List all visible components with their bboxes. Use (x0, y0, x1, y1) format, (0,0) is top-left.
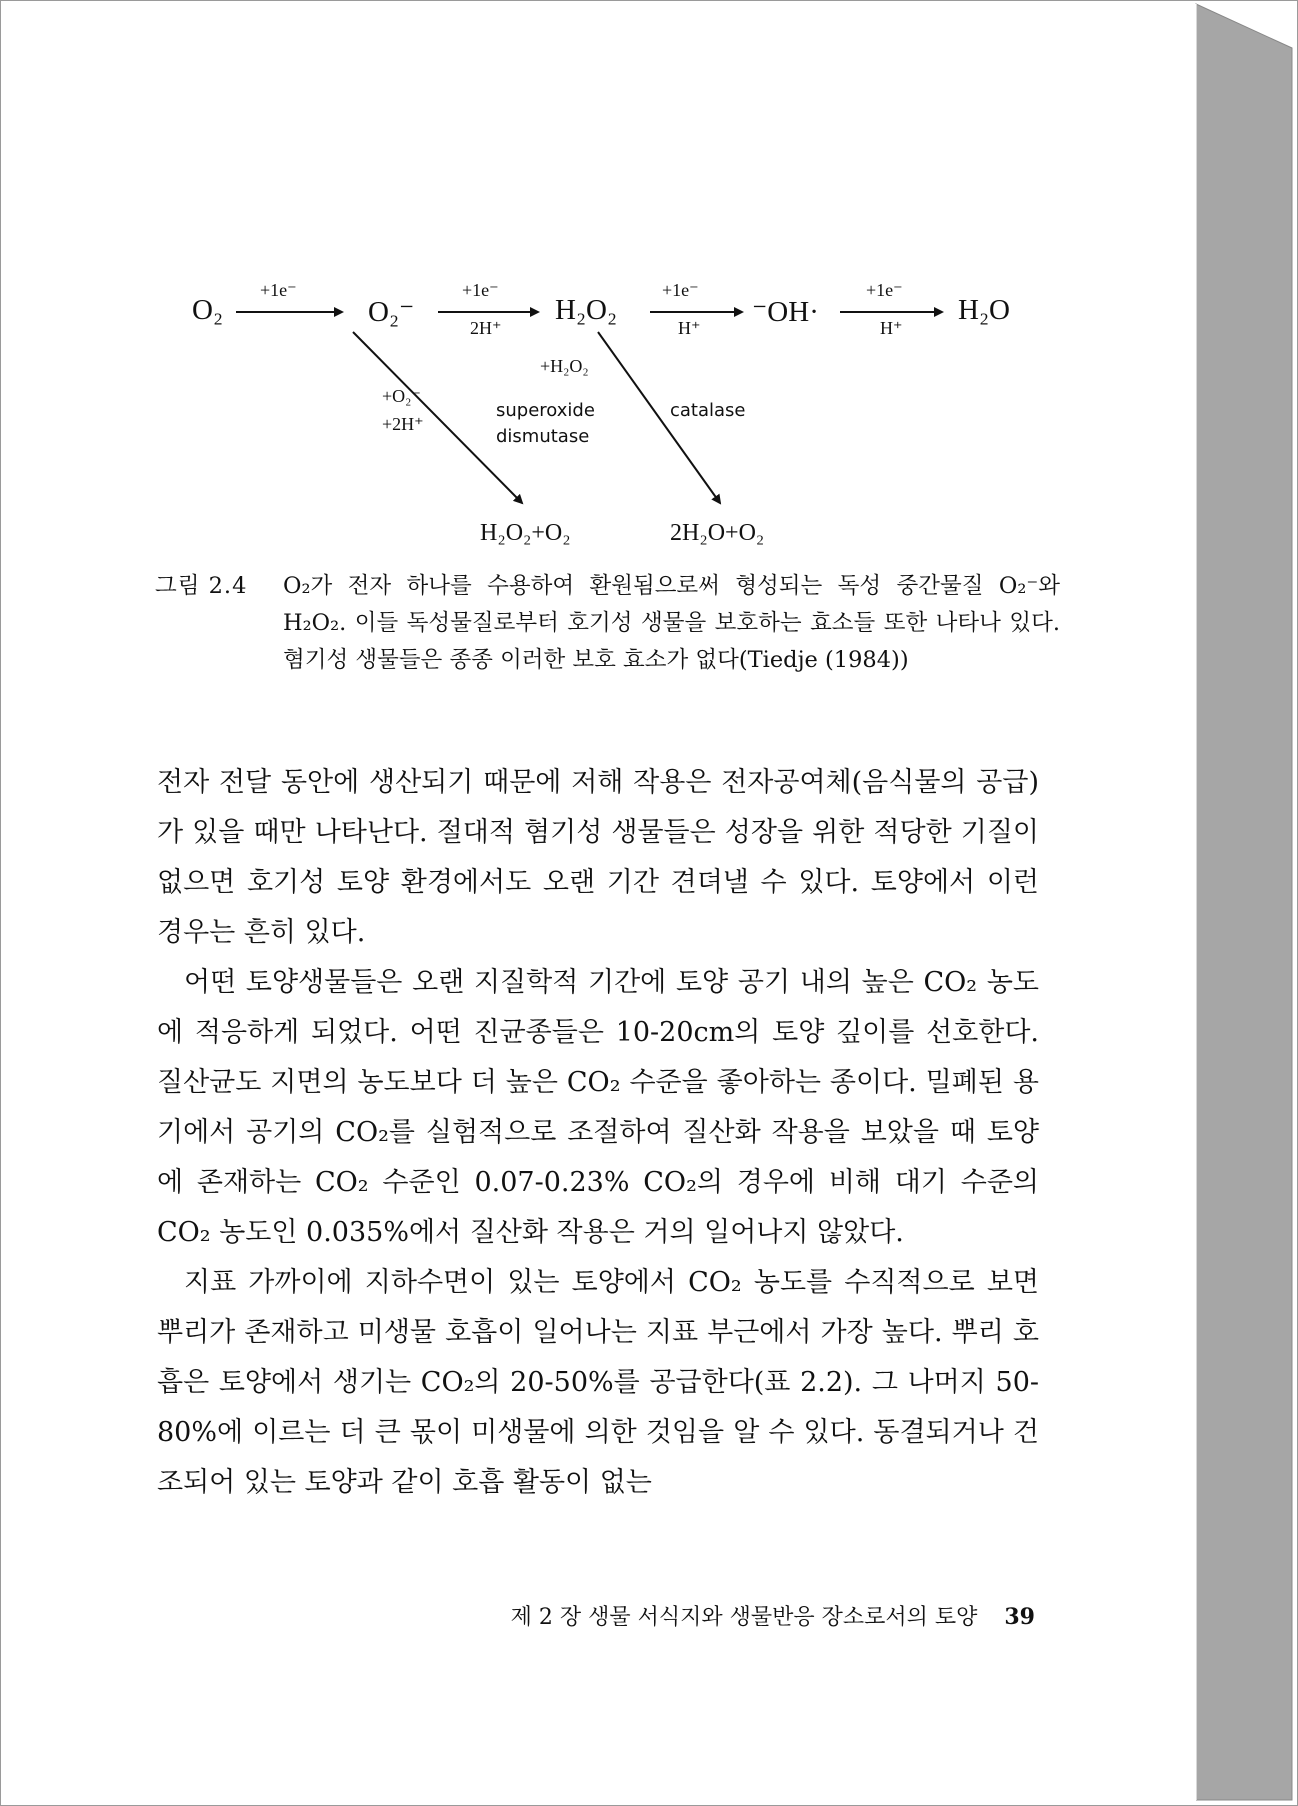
figure-diagram (150, 250, 1070, 570)
enzyme-sod-line1: superoxide (496, 400, 595, 421)
species-superoxide: O₂⁻ (368, 296, 415, 328)
species-o2: O₂ (192, 294, 224, 326)
label-step1-top: +1e⁻ (260, 280, 297, 300)
species-hydroxyl: ⁻OH· (752, 296, 819, 328)
species-water: H₂O (958, 294, 1010, 326)
footer-chapter-title: 제 2 장 생물 서식지와 생물반응 장소로서의 토양 (510, 1605, 978, 1630)
label-step3-bottom: H⁺ (678, 318, 701, 338)
product-sod: H₂O₂+O₂ (480, 520, 571, 546)
species-h2o2: H₂O₂ (555, 294, 618, 326)
label-step3-top: +1e⁻ (662, 280, 699, 300)
paragraph-2: 어떤 토양생물들은 오랜 지질학적 기간에 토양 공기 내의 높은 CO₂ 농도에 적응하게 되었다. 어떤 진균종들은 10-20cm의 토양 깊이를 선호한다. 질산균도 지면의 농도보다 더 높은 CO₂ 수준을 좋아하는 종이다. 밀폐된 용기에서 공기의 CO₂를 실험적으로 조절하여 질산화 작용을 보았을 때 토양에 존재하는 CO₂ 수준인 0.07-0.23% CO₂의 경우에 비해 대기 수준의 CO₂ 농도인 0.035%에서 질산화 작용은 거의 일어나지 않았다. (157, 967, 1039, 1248)
label-step4-top: +1e⁻ (866, 280, 903, 300)
running-footer (395, 1600, 1035, 1631)
product-catalase: 2H₂O+O₂ (670, 520, 765, 546)
label-step4-bottom: H⁺ (880, 318, 903, 338)
enzyme-sod-line2: dismutase (496, 426, 590, 447)
caption-text: O₂가 전자 하나를 수용하여 환원됨으로써 형성되는 독성 중간물질 O₂⁻와 H₂O₂. 이들 독성물질로부터 호기성 생물을 보호하는 효소들 또한 나타나 있다. 혐기성 생물들은 종종 이러한 보호 효소가 없다(Tiedje (1984)) (283, 573, 1060, 673)
label-diag1-left-1: +O₂⁻ (382, 386, 421, 406)
body-text (157, 758, 1039, 1508)
enzyme-catalase: catalase (670, 400, 746, 421)
paragraph-1: 전자 전달 동안에 생산되기 때문에 저해 작용은 전자공여체(음식물의 공급)가 있을 때만 나타난다. 절대적 혐기성 생물들은 성장을 위한 적당한 기질이 없으면 호기성 토양 환경에서도 오랜 기간 견뎌낼 수 있다. 토양에서 이런 경우는 흔히 있다. (157, 767, 1039, 948)
label-step2-bottom: 2H⁺ (470, 318, 502, 338)
label-diag2-top: +H₂O₂ (540, 356, 589, 376)
label-step2-top: +1e⁻ (462, 280, 499, 300)
paragraph-3: 지표 가까이에 지하수면이 있는 토양에서 CO₂ 농도를 수직적으로 보면 뿌리가 존재하고 미생물 호흡이 일어나는 지표 부근에서 가장 높다. 뿌리 호흡은 토양에서 생기는 CO₂의 20-50%를 공급한다(표 2.2). 그 나머지 50-80%에 이르는 더 큰 몫이 미생물에 의한 것임을 알 수 있다. 동결되거나 건조되어 있는 토양과 같이 호흡 활동이 없는 (157, 1267, 1039, 1498)
page-number: 39 (1004, 1604, 1035, 1630)
caption-label: 그림 2.4 (155, 573, 248, 599)
label-diag1-left-2: +2H⁺ (382, 414, 424, 434)
